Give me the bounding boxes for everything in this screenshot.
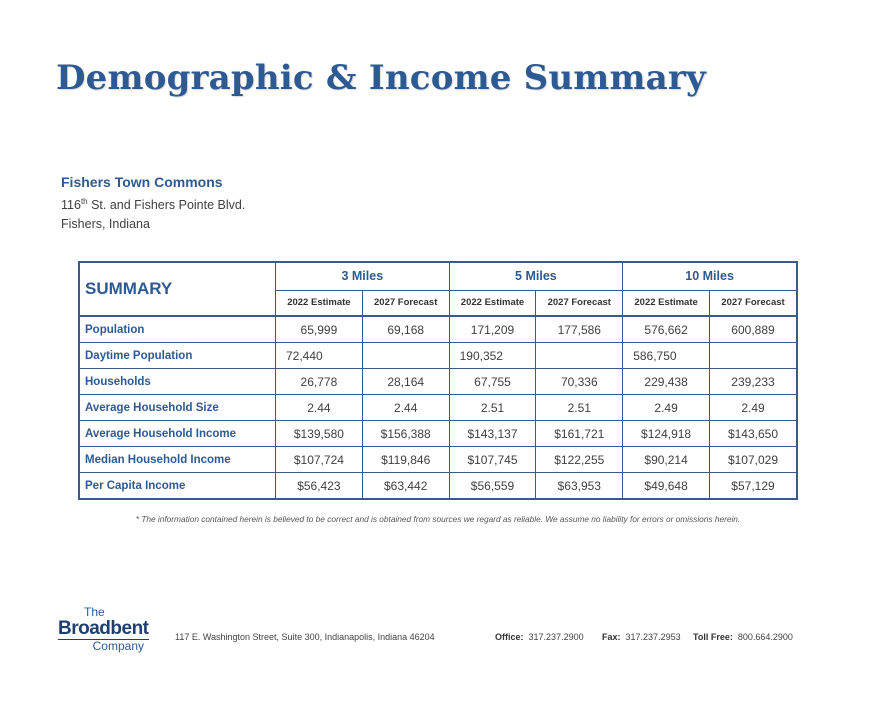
column-header: 2022 Estimate [623, 290, 710, 316]
table-cell: 69,168 [362, 316, 449, 343]
table-row [79, 316, 797, 343]
row-label: Households [79, 369, 276, 395]
row-label: Per Capita Income [79, 473, 276, 500]
table-cell: 190,352 [449, 343, 536, 369]
table-cell: 2.51 [536, 395, 623, 421]
table-cell: 600,889 [709, 316, 797, 343]
page-title: Demographic & Income Summary [56, 58, 706, 98]
table-cell: 2.44 [276, 395, 363, 421]
address-number: 116 [61, 198, 81, 213]
summary-table [78, 261, 798, 500]
footer-address: 117 E. Washington Street, Suite 300, Indianapolis, Indiana 46204 [175, 632, 435, 642]
table-cell [709, 343, 797, 369]
table-cell: $90,214 [623, 447, 710, 473]
table-cell: 586,750 [623, 343, 710, 369]
radius-10-miles: 10 Miles [623, 262, 797, 290]
table-cell: $49,648 [623, 473, 710, 500]
table-cell: 26,778 [276, 369, 363, 395]
column-header: 2027 Forecast [536, 290, 623, 316]
logo-the: The [84, 605, 105, 619]
table-cell: $122,255 [536, 447, 623, 473]
summary-heading: SUMMARY [79, 262, 276, 316]
row-label: Average Household Size [79, 395, 276, 421]
property-info [61, 173, 245, 234]
row-label: Average Household Income [79, 421, 276, 447]
table-row [79, 473, 797, 500]
table-cell: $139,580 [276, 421, 363, 447]
fax-label: Fax: [602, 632, 621, 642]
table-cell: $107,029 [709, 447, 797, 473]
property-name: Fishers Town Commons [61, 174, 223, 190]
tollfree-label: Toll Free: [693, 632, 733, 642]
table-cell: 576,662 [623, 316, 710, 343]
property-city: Fishers, Indiana [61, 217, 150, 232]
column-header: 2022 Estimate [449, 290, 536, 316]
table-cell: 2.49 [709, 395, 797, 421]
table-row [79, 369, 797, 395]
fax-number: 317.237.2953 [625, 632, 681, 642]
table-cell: 2.51 [449, 395, 536, 421]
footer-tollfree [693, 632, 793, 642]
row-label: Daytime Population [79, 343, 276, 369]
table-cell: 171,209 [449, 316, 536, 343]
table-cell: $56,423 [276, 473, 363, 500]
table-cell: 67,755 [449, 369, 536, 395]
table-cell: 70,336 [536, 369, 623, 395]
footer-fax [602, 632, 681, 642]
table-cell [536, 343, 623, 369]
logo-main: Broadbent [58, 618, 149, 639]
table-row [79, 343, 797, 369]
column-header: 2022 Estimate [276, 290, 363, 316]
row-label: Population [79, 316, 276, 343]
property-address [61, 192, 245, 215]
table-cell: $156,388 [362, 421, 449, 447]
address-suffix: th [80, 197, 88, 206]
table-cell: 65,999 [276, 316, 363, 343]
table-cell: 2.49 [623, 395, 710, 421]
table-cell: 239,233 [709, 369, 797, 395]
table-cell: $119,846 [362, 447, 449, 473]
address-street: St. and Fishers Pointe Blvd. [87, 198, 246, 213]
table-cell: $107,724 [276, 447, 363, 473]
table-cell: $63,953 [536, 473, 623, 500]
logo-company: Company [92, 639, 144, 653]
table-cell: $124,918 [623, 421, 710, 447]
table-row [79, 395, 797, 421]
column-header: 2027 Forecast [362, 290, 449, 316]
table-cell: $57,129 [709, 473, 797, 500]
office-label: Office: [495, 632, 524, 642]
table-row [79, 421, 797, 447]
table-cell: 177,586 [536, 316, 623, 343]
broadbent-logo [58, 606, 148, 653]
column-header: 2027 Forecast [709, 290, 797, 316]
table-cell: $143,137 [449, 421, 536, 447]
table-cell: 229,438 [623, 369, 710, 395]
table-cell: 72,440 [276, 343, 363, 369]
office-phone: 317.237.2900 [528, 632, 584, 642]
table-cell: 28,164 [362, 369, 449, 395]
table-cell: $143,650 [709, 421, 797, 447]
table-cell: $63,442 [362, 473, 449, 500]
radius-3-miles: 3 Miles [276, 262, 450, 290]
row-label: Median Household Income [79, 447, 276, 473]
tollfree-phone: 800.664.2900 [737, 632, 793, 642]
disclaimer: * The information contained herein is believed to be correct and is obtained from sources we regard as reliable. We assume no liability for errors or omissions herein. [135, 514, 741, 524]
table-row [79, 447, 797, 473]
radius-5-miles: 5 Miles [449, 262, 623, 290]
footer-office [495, 632, 584, 642]
table-cell: $56,559 [449, 473, 536, 500]
table-cell: $107,745 [449, 447, 536, 473]
table-cell: 2.44 [362, 395, 449, 421]
table-cell [362, 343, 449, 369]
table-cell: $161,721 [536, 421, 623, 447]
